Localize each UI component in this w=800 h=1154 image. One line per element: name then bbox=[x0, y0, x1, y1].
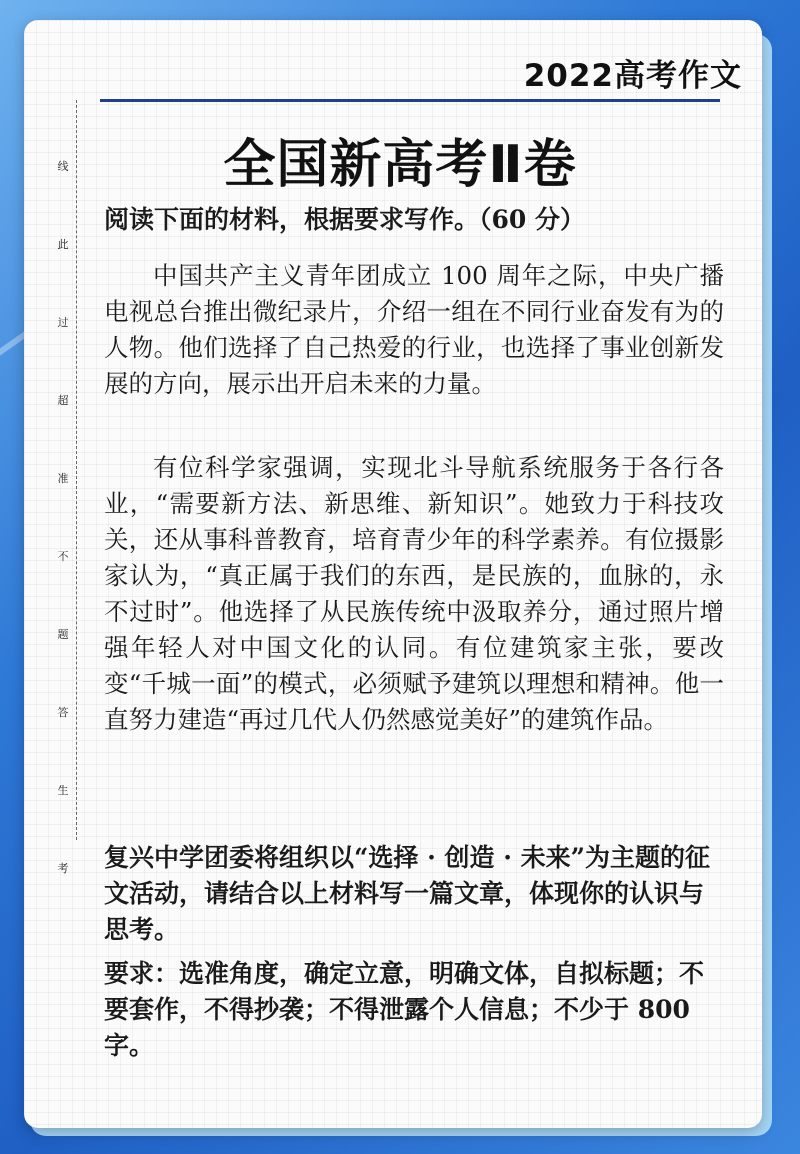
header-label: 2022高考作文 bbox=[523, 58, 742, 94]
material-paragraph: 有位科学家强调，实现北斗导航系统服务于各行各业，“需要新方法、新思维、新知识”。她致力于科技攻关，还从事科普教育，培育青少年的科学素养。有位摄影家认为，“真正属于我们的东西，是民族的，血脉的，永不过时”。他选择了从民族传统中汲取养分，通过照片增强年轻人对中国文化的认同。有位建筑家主张，要改变“千城一面”的模式，必须赋予建筑以理想和精神。他一直努力建造“再过几代人仍然感觉美好”的建筑作品。 bbox=[104, 453, 724, 734]
header-divider bbox=[100, 99, 720, 102]
binding-char: 线 bbox=[57, 160, 69, 173]
binding-char: 过 bbox=[57, 316, 69, 329]
instruction-text: 阅读下面的材料，根据要求写作。（60 分） bbox=[104, 205, 585, 234]
binding-char: 不 bbox=[57, 550, 69, 563]
writing-task: 复兴中学团委将组织以“选择 · 创造 · 未来”为主题的征文活动，请结合以上材料写一篇文章，体现你的认识与思考。 bbox=[104, 843, 710, 944]
binding-char: 题 bbox=[57, 628, 69, 641]
writing-requirements: 要求：选准角度，确定立意，明确文体，自拟标题；不要套作，不得抄袭；不得泄露个人信息；不少于 800 字。 bbox=[104, 959, 705, 1060]
binding-char: 考 bbox=[57, 862, 69, 875]
binding-dashed-line bbox=[76, 100, 77, 840]
page-title: 全国新高考Ⅱ卷 bbox=[223, 135, 577, 195]
binding-char: 此 bbox=[57, 238, 69, 251]
binding-char: 准 bbox=[57, 472, 69, 485]
binding-char: 超 bbox=[57, 394, 69, 407]
binding-char: 生 bbox=[57, 784, 69, 797]
binding-char: 答 bbox=[57, 706, 69, 719]
material-paragraph: 中国共产主义青年团成立 100 周年之际，中央广播电视总台推出微纪录片，介绍一组在不同行业奋发有为的人物。他们选择了自己热爱的行业，也选择了事业创新发展的方向，展示出开启未来的力量。 bbox=[104, 261, 724, 398]
